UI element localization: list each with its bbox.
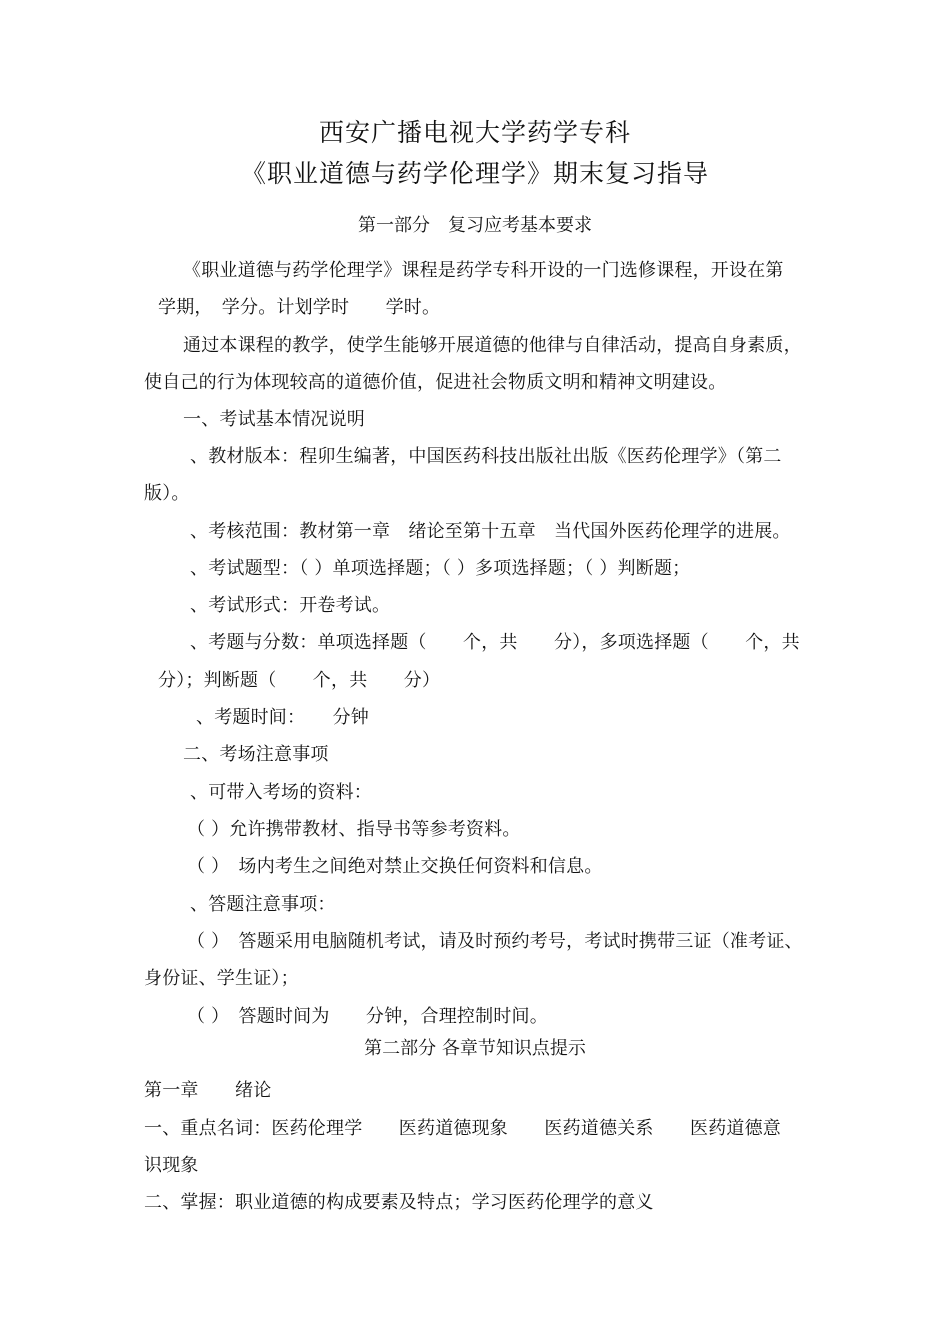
chapter-1-key-terms-line-2: 识现象 bbox=[144, 1155, 199, 1176]
intro-paragraph-2-line-1: 通过本课程的教学，使学生能够开展道德的他律与自律活动，提高自身素质， bbox=[183, 335, 802, 356]
intro-paragraph-2-line-2: 使自己的行为体现较高的道德价值，促进社会物质文明和精神文明建设。 bbox=[144, 372, 727, 393]
exam-scores-line-1: 、考题与分数：单项选择题（ 个，共 分），多项选择题（ 个，共 bbox=[190, 632, 800, 653]
part2-heading: 第二部分 各章节知识点提示 bbox=[364, 1038, 586, 1059]
exam-form: 、考试形式：开卷考试。 bbox=[190, 595, 391, 616]
answer-notes: 、答题注意事项： bbox=[190, 894, 336, 915]
allowed-materials-item-1: （ ）允许携带教材、指导书等参考资料。 bbox=[187, 819, 521, 840]
intro-paragraph-1-line-2: 学期， 学分。计划学时 学时。 bbox=[158, 297, 441, 318]
section-2-heading: 二、考场注意事项 bbox=[183, 744, 329, 765]
intro-paragraph-1-line-1: 《职业道德与药学伦理学》课程是药学专科开设的一门选修课程，开设在第 bbox=[183, 260, 784, 281]
exam-scope: 、考核范围：教材第一章 绪论至第十五章 当代国外医药伦理学的进展。 bbox=[190, 521, 791, 542]
answer-notes-item-2: （ ） 答题时间为 分钟，合理控制时间。 bbox=[187, 1006, 548, 1027]
chapter-1-master-points: 二、掌握：职业道德的构成要素及特点；学习医药伦理学的意义 bbox=[144, 1192, 654, 1213]
chapter-1-heading: 第一章 绪论 bbox=[144, 1080, 272, 1101]
textbook-version-line-2: 版）。 bbox=[144, 483, 190, 504]
part1-heading: 第一部分 复习应考基本要求 bbox=[358, 215, 592, 236]
exam-question-types: 、考试题型：（ ）单项选择题；（ ）多项选择题；（ ）判断题； bbox=[190, 558, 691, 579]
allowed-materials-item-2: （ ） 场内考生之间绝对禁止交换任何资料和信息。 bbox=[187, 856, 603, 877]
section-1-heading: 一、考试基本情况说明 bbox=[183, 409, 365, 430]
answer-notes-item-1-line-2: 身份证、学生证）； bbox=[144, 968, 299, 989]
document-title-school: 西安广播电视大学药学专科 bbox=[318, 118, 631, 147]
document-title-course: 《职业道德与药学伦理学》期末复习指导 bbox=[240, 159, 709, 188]
answer-notes-item-1-line-1: （ ） 答题采用电脑随机考试，请及时预约考号，考试时携带三证（准考证、 bbox=[187, 931, 803, 952]
textbook-version-line-1: 、教材版本：程卯生编著，中国医药科技出版社出版《医药伦理学》（第二 bbox=[190, 446, 782, 467]
exam-scores-line-2: 分）；判断题（ 个，共 分） bbox=[158, 670, 441, 691]
allowed-materials: 、可带入考场的资料： bbox=[190, 782, 372, 803]
chapter-1-key-terms-line-1: 一、重点名词：医药伦理学 医药道德现象 医药道德关系 医药道德意 bbox=[144, 1118, 781, 1139]
exam-time: 、考题时间： 分钟 bbox=[196, 707, 369, 728]
